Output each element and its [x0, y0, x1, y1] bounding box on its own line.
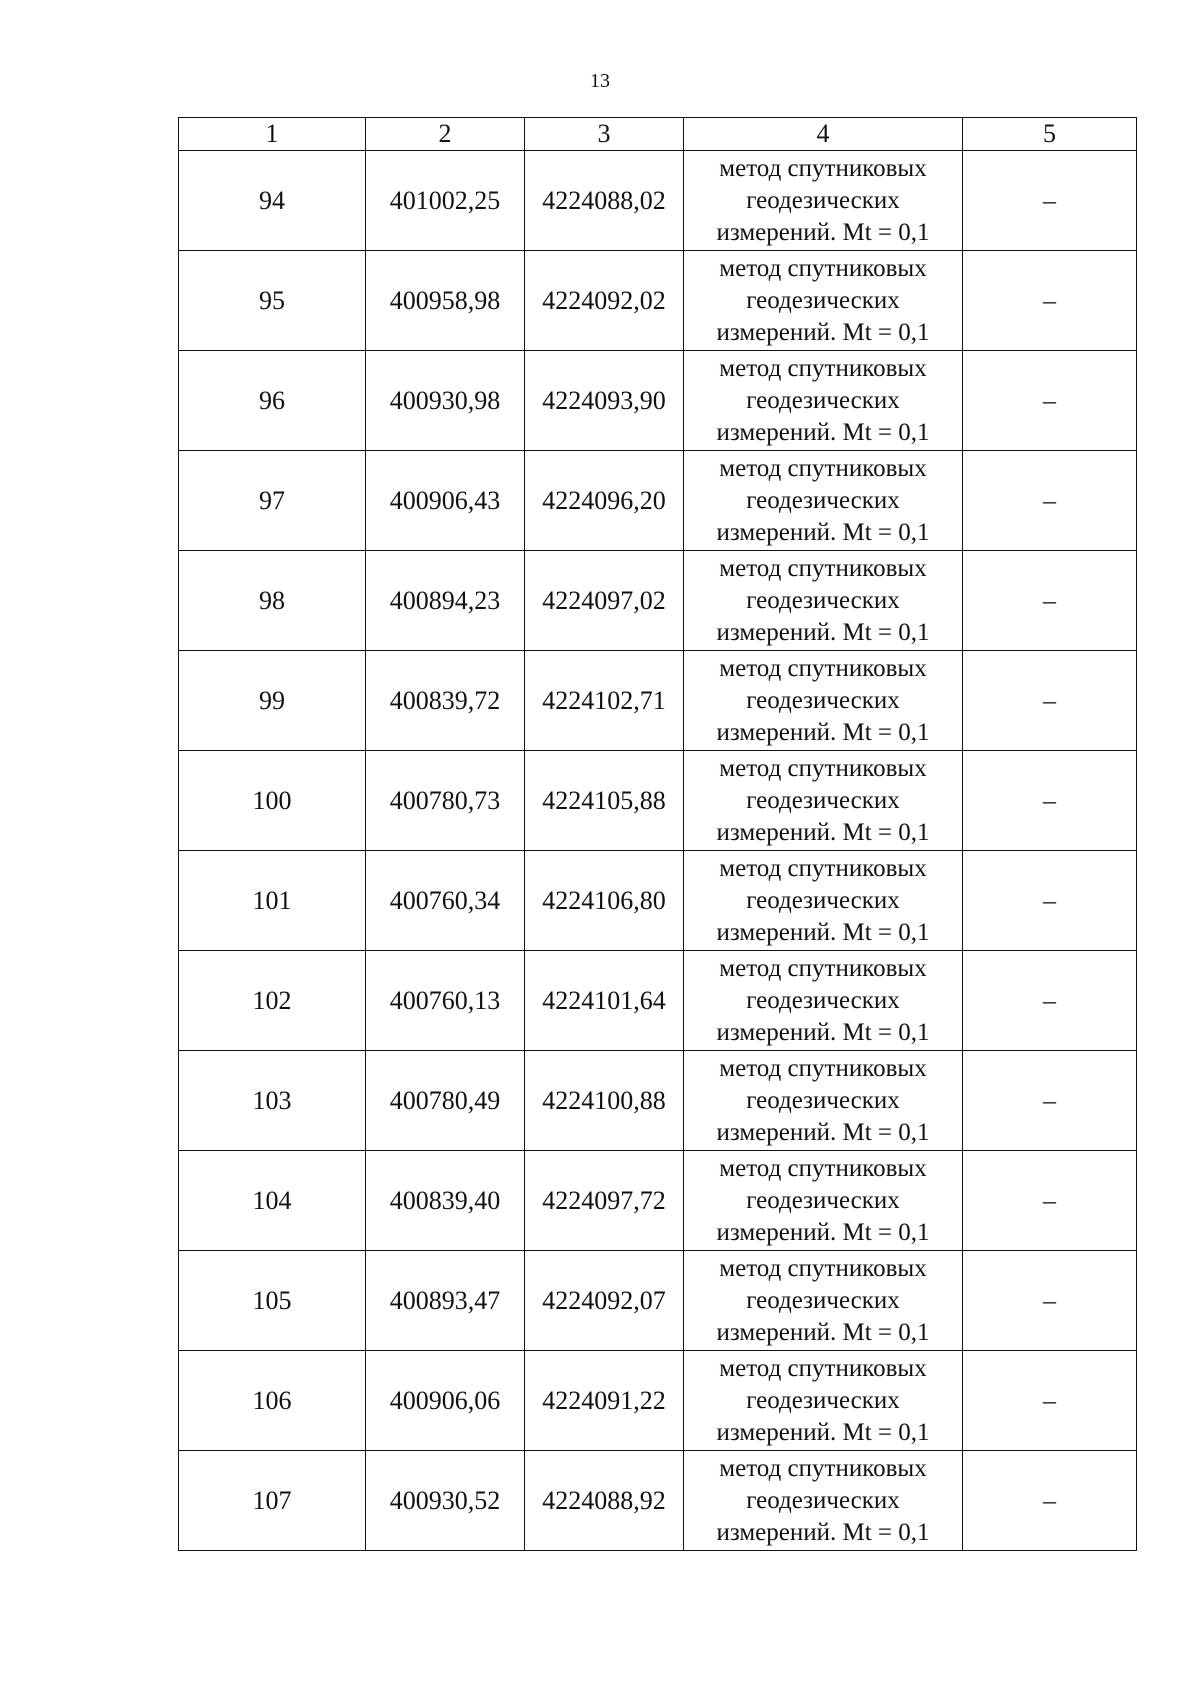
method-line: метод спутниковых — [719, 1354, 927, 1382]
method-line: метод спутниковых — [719, 1054, 927, 1082]
method-line: метод спутниковых — [719, 1254, 927, 1282]
note-cell: – — [963, 651, 1137, 751]
table-row — [179, 251, 1137, 351]
x-coordinate-cell: 400930,52 — [366, 1451, 525, 1551]
point-number-cell: 102 — [179, 951, 366, 1051]
note-cell: – — [963, 1151, 1137, 1251]
method-line: измерений. Mt = 0,1 — [716, 418, 930, 446]
method-line: геодезических — [746, 186, 900, 214]
method-line: геодезических — [746, 1386, 900, 1414]
table-row — [179, 351, 1137, 451]
y-coordinate-cell: 4224097,02 — [525, 551, 684, 651]
y-coordinate-cell: 4224105,88 — [525, 751, 684, 851]
method-line: измерений. Mt = 0,1 — [716, 1218, 930, 1246]
header-col-3: 3 — [525, 118, 684, 151]
method-line: метод спутниковых — [719, 954, 927, 982]
point-number-cell: 105 — [179, 1251, 366, 1351]
y-coordinate-cell: 4224102,71 — [525, 651, 684, 751]
method-cell — [684, 751, 963, 851]
method-cell — [684, 251, 963, 351]
y-coordinate-cell: 4224096,20 — [525, 451, 684, 551]
method-line: метод спутниковых — [719, 1454, 927, 1482]
method-cell — [684, 651, 963, 751]
x-coordinate-cell: 400839,72 — [366, 651, 525, 751]
note-cell: – — [963, 1051, 1137, 1151]
header-col-5: 5 — [963, 118, 1137, 151]
y-coordinate-cell: 4224092,07 — [525, 1251, 684, 1351]
method-line: метод спутниковых — [719, 354, 927, 382]
method-line: измерений. Mt = 0,1 — [716, 1118, 930, 1146]
y-coordinate-cell: 4224106,80 — [525, 851, 684, 951]
table-row — [179, 1151, 1137, 1251]
table-row — [179, 951, 1137, 1051]
note-cell: – — [963, 1251, 1137, 1351]
note-cell: – — [963, 951, 1137, 1051]
method-line: геодезических — [746, 1286, 900, 1314]
note-cell: – — [963, 251, 1137, 351]
y-coordinate-cell: 4224093,90 — [525, 351, 684, 451]
point-number-cell: 106 — [179, 1351, 366, 1451]
x-coordinate-cell: 400894,23 — [366, 551, 525, 651]
point-number-cell: 99 — [179, 651, 366, 751]
method-line: измерений. Mt = 0,1 — [716, 1318, 930, 1346]
y-coordinate-cell: 4224100,88 — [525, 1051, 684, 1151]
point-number-cell: 94 — [179, 151, 366, 251]
method-line: измерений. Mt = 0,1 — [716, 1018, 930, 1046]
method-line: метод спутниковых — [719, 554, 927, 582]
method-line: метод спутниковых — [719, 1154, 927, 1182]
method-cell — [684, 151, 963, 251]
method-line: геодезических — [746, 1086, 900, 1114]
note-cell: – — [963, 1351, 1137, 1451]
table-header-row — [179, 118, 1137, 151]
method-line: геодезических — [746, 686, 900, 714]
note-cell: – — [963, 351, 1137, 451]
method-line: геодезических — [746, 386, 900, 414]
point-number-cell: 96 — [179, 351, 366, 451]
y-coordinate-cell: 4224092,02 — [525, 251, 684, 351]
method-cell — [684, 851, 963, 951]
table-row — [179, 551, 1137, 651]
y-coordinate-cell: 4224097,72 — [525, 1151, 684, 1251]
method-cell — [684, 1351, 963, 1451]
point-number-cell: 107 — [179, 1451, 366, 1551]
note-cell: – — [963, 151, 1137, 251]
x-coordinate-cell: 400760,13 — [366, 951, 525, 1051]
method-line: измерений. Mt = 0,1 — [716, 918, 930, 946]
method-cell — [684, 1051, 963, 1151]
method-cell — [684, 1151, 963, 1251]
header-col-4: 4 — [684, 118, 963, 151]
method-line: метод спутниковых — [719, 454, 927, 482]
x-coordinate-cell: 400780,73 — [366, 751, 525, 851]
x-coordinate-cell: 400906,43 — [366, 451, 525, 551]
table-body — [179, 151, 1137, 1551]
point-number-cell: 100 — [179, 751, 366, 851]
table-row — [179, 451, 1137, 551]
method-line: измерений. Mt = 0,1 — [716, 318, 930, 346]
table-row — [179, 1451, 1137, 1551]
method-cell — [684, 451, 963, 551]
method-line: геодезических — [746, 286, 900, 314]
y-coordinate-cell: 4224101,64 — [525, 951, 684, 1051]
method-line: метод спутниковых — [719, 654, 927, 682]
method-line: геодезических — [746, 1186, 900, 1214]
table-row — [179, 1251, 1137, 1351]
method-line: измерений. Mt = 0,1 — [716, 218, 930, 246]
note-cell: – — [963, 751, 1137, 851]
method-line: метод спутниковых — [719, 154, 927, 182]
header-col-2: 2 — [366, 118, 525, 151]
method-line: измерений. Mt = 0,1 — [716, 618, 930, 646]
method-line: метод спутниковых — [719, 254, 927, 282]
x-coordinate-cell: 400839,40 — [366, 1151, 525, 1251]
table-row — [179, 751, 1137, 851]
point-number-cell: 104 — [179, 1151, 366, 1251]
table-row — [179, 1051, 1137, 1151]
method-cell — [684, 1251, 963, 1351]
method-line: геодезических — [746, 1486, 900, 1514]
method-line: геодезических — [746, 786, 900, 814]
method-cell — [684, 951, 963, 1051]
note-cell: – — [963, 551, 1137, 651]
table-row — [179, 851, 1137, 951]
y-coordinate-cell: 4224091,22 — [525, 1351, 684, 1451]
note-cell: – — [963, 451, 1137, 551]
method-line: метод спутниковых — [719, 854, 927, 882]
x-coordinate-cell: 400958,98 — [366, 251, 525, 351]
method-line: геодезических — [746, 586, 900, 614]
x-coordinate-cell: 401002,25 — [366, 151, 525, 251]
y-coordinate-cell: 4224088,92 — [525, 1451, 684, 1551]
method-line: геодезических — [746, 486, 900, 514]
table-row — [179, 651, 1137, 751]
coordinates-table — [178, 117, 1137, 1551]
x-coordinate-cell: 400780,49 — [366, 1051, 525, 1151]
point-number-cell: 97 — [179, 451, 366, 551]
header-col-1: 1 — [179, 118, 366, 151]
table-row — [179, 1351, 1137, 1451]
page-number: 13 — [590, 70, 610, 92]
point-number-cell: 103 — [179, 1051, 366, 1151]
method-line: измерений. Mt = 0,1 — [716, 1518, 930, 1546]
method-line: измерений. Mt = 0,1 — [716, 718, 930, 746]
method-line: геодезических — [746, 986, 900, 1014]
method-line: измерений. Mt = 0,1 — [716, 1418, 930, 1446]
table-row — [179, 151, 1137, 251]
method-cell — [684, 1451, 963, 1551]
x-coordinate-cell: 400930,98 — [366, 351, 525, 451]
y-coordinate-cell: 4224088,02 — [525, 151, 684, 251]
method-line: метод спутниковых — [719, 754, 927, 782]
method-cell — [684, 351, 963, 451]
method-cell — [684, 551, 963, 651]
x-coordinate-cell: 400893,47 — [366, 1251, 525, 1351]
point-number-cell: 95 — [179, 251, 366, 351]
method-line: геодезических — [746, 886, 900, 914]
method-line: измерений. Mt = 0,1 — [716, 818, 930, 846]
point-number-cell: 101 — [179, 851, 366, 951]
point-number-cell: 98 — [179, 551, 366, 651]
x-coordinate-cell: 400760,34 — [366, 851, 525, 951]
x-coordinate-cell: 400906,06 — [366, 1351, 525, 1451]
method-line: измерений. Mt = 0,1 — [716, 518, 930, 546]
note-cell: – — [963, 851, 1137, 951]
note-cell: – — [963, 1451, 1137, 1551]
coordinates-table-container — [178, 117, 1136, 1551]
